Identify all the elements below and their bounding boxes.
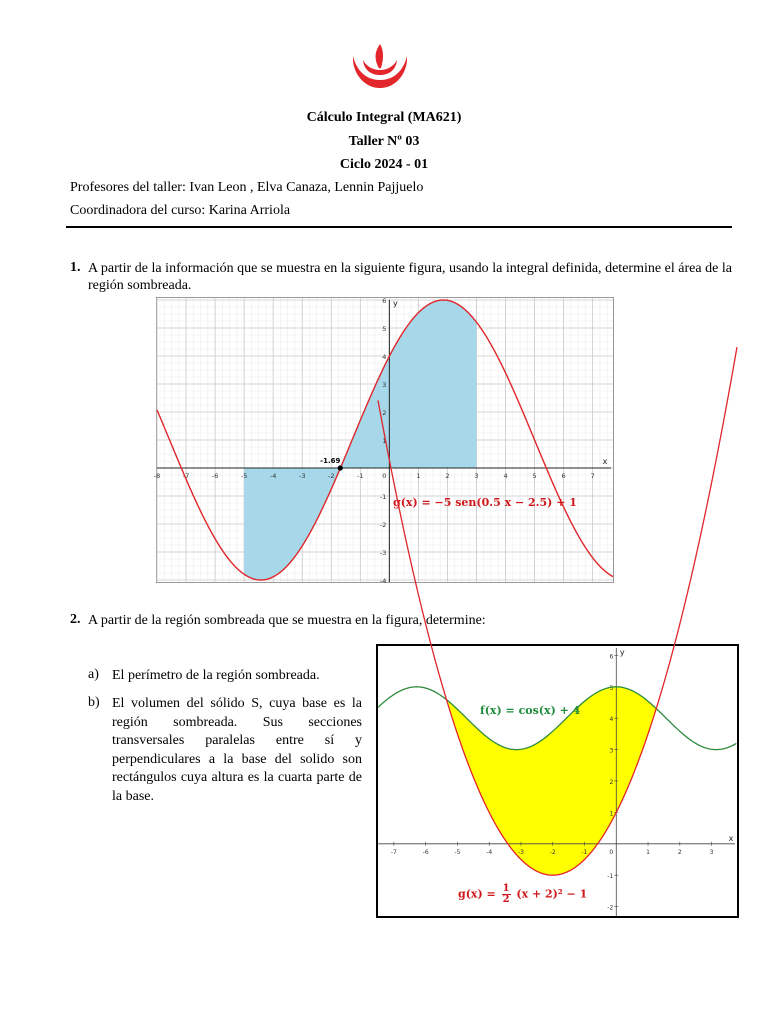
g-formula-frac-den: 2 (502, 894, 510, 905)
graph-2-g-formula (458, 884, 587, 905)
y-tick-label: 6 (609, 653, 614, 661)
x-tick-label: 0 (382, 472, 387, 480)
y-tick-label: 3 (609, 747, 614, 755)
x-tick-label: 2 (445, 472, 450, 480)
intercept-point (338, 465, 343, 470)
y-tick-label: -2 (379, 521, 387, 529)
x-tick-label: -8 (153, 472, 161, 480)
x-tick-label: -7 (182, 472, 190, 480)
x-tick-label: -3 (298, 472, 306, 480)
x-tick-label: 3 (709, 848, 714, 856)
x-tick-label: 5 (532, 472, 537, 480)
g-formula-fraction (502, 884, 511, 905)
y-tick-label: 4 (609, 716, 614, 724)
x-tick-label: 7 (590, 472, 595, 480)
y-tick-label: 3 (382, 381, 387, 389)
item-a-label: a) (88, 667, 99, 682)
y-tick-label: 5 (609, 684, 614, 692)
x-tick-label: 4 (503, 472, 508, 480)
x-tick-label: -4 (486, 848, 493, 856)
graph-1-formula: g(x) = −5 sen(0.5 x − 2.5) + 1 (393, 496, 577, 509)
y-axis-label: y (619, 648, 625, 657)
x-tick-label: -6 (211, 472, 219, 480)
cycle: Ciclo 2024 - 01 (339, 157, 429, 172)
y-tick-label: 2 (609, 779, 614, 786)
y-tick-label: -1 (607, 873, 614, 881)
x-tick-label: -1 (581, 848, 588, 856)
x-tick-label: -5 (240, 472, 248, 480)
x-tick-label: 0 (609, 848, 614, 856)
x-tick-label: -2 (549, 848, 556, 856)
g-formula-suffix: (x + 2)² − 1 (516, 887, 588, 901)
g-formula-prefix: g(x) = (458, 887, 496, 901)
university-logo (349, 40, 411, 92)
x-tick-label: 2 (677, 848, 682, 856)
y-tick-label: 6 (382, 297, 387, 305)
x-tick-label: -5 (454, 848, 461, 856)
coordinator-line: Coordinadora del curso: Karina Arriola (70, 203, 291, 218)
x-tick-label: -2 (328, 472, 335, 480)
y-tick-label: 1 (609, 810, 614, 818)
graph-2-f-formula: f(x) = cos(x) + 4 (480, 704, 581, 717)
x-axis-label: x (602, 457, 608, 466)
g-formula-frac-num: 1 (502, 883, 510, 894)
y-tick-label: 2 (382, 409, 387, 417)
item-b-label: b) (88, 695, 100, 710)
y-tick-label: -1 (379, 493, 387, 501)
x-axis-label: x (728, 833, 734, 843)
x-tick-label: -3 (517, 848, 524, 856)
graph-2-svg (378, 646, 737, 916)
intercept-label: -1.69 (320, 457, 341, 465)
question-1-text: A partir de la información que se muestra en la siguiente figura, usando la integral definida, determine el área de la región sombreada. (88, 261, 732, 293)
question-2-text: A partir de la región sombreada que se muestra en la figura, determine: (88, 613, 486, 628)
y-axis-label: y (392, 299, 398, 308)
y-tick-label: -2 (607, 904, 614, 912)
y-tick-label: 5 (382, 325, 387, 333)
course-title: Cálculo Integral (MA621) (306, 110, 462, 125)
x-tick-label: 1 (416, 472, 421, 480)
x-tick-label: -7 (390, 848, 397, 856)
x-tick-label: -4 (269, 472, 277, 480)
y-tick-label: -4 (379, 577, 387, 585)
question-2-number: 2. (70, 612, 81, 627)
header-divider (66, 226, 732, 228)
professors-line: Profesores del taller: Ivan Leon , Elva Canaza, Lennin Pajjuelo (70, 180, 424, 195)
x-tick-label: 3 (474, 472, 479, 480)
question-1-number: 1. (70, 260, 81, 275)
y-tick-label: -3 (379, 549, 387, 557)
item-a-text: El perímetro de la región sombreada. (112, 668, 320, 683)
workshop-number: Taller Nº 03 (348, 134, 420, 149)
y-tick-label: 4 (382, 353, 387, 361)
y-tick-label: 1 (382, 437, 387, 445)
x-tick-label: 6 (561, 472, 566, 480)
item-b-text: El volumen del sólido S, cuya base es la región sombreada. Sus secciones transversales paralelas entre sí y perpendiculares a la base del solido son rectángulos cuya altura es la cuarta parte de la base. (112, 696, 362, 804)
x-tick-label: -1 (357, 472, 364, 480)
x-tick-label: 1 (646, 848, 650, 856)
graph-2 (376, 644, 739, 918)
x-tick-label: -6 (422, 848, 429, 856)
